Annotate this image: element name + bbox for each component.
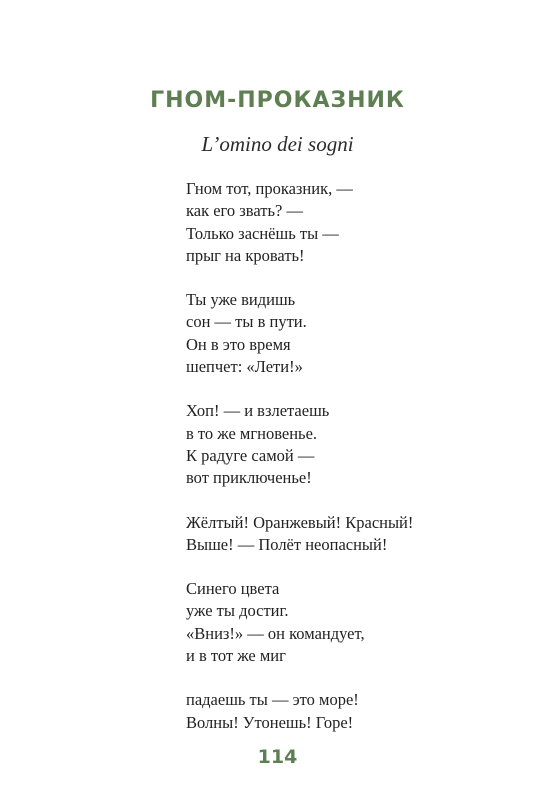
poem-body: [186, 178, 526, 756]
poem-line: вот приключенье!: [186, 468, 312, 488]
stanza: [186, 178, 526, 267]
stanza: [186, 689, 526, 734]
poem-line: Хоп! — и взлетаешь: [186, 401, 330, 421]
poem-line: К радуге самой —: [186, 445, 315, 465]
poem-line: в то же мгновенье.: [186, 423, 318, 443]
stanza: [186, 400, 526, 489]
stanza: [186, 289, 526, 378]
poem-title: ГНОМ-ПРОКАЗНИК: [150, 88, 405, 113]
poem-line: прыг на кровать!: [186, 245, 305, 265]
poem-line: Выше! — Полёт неопасный!: [186, 534, 388, 554]
poem-line: Ты уже видишь: [186, 290, 296, 310]
poem-line: сон — ты в пути.: [186, 312, 307, 332]
poem-line: Синего цвета: [186, 579, 280, 599]
page-number: 114: [257, 746, 298, 768]
poem-line: уже ты достиг.: [186, 601, 289, 621]
poem-line: и в тот же миг: [186, 646, 286, 666]
stanza: [186, 578, 526, 667]
poem-subtitle: L’omino dei sogni: [201, 132, 354, 156]
poem-line: «Вниз!» — он командует,: [186, 623, 365, 643]
poem-line: Волны! Утонешь! Горе!: [186, 712, 354, 732]
poem-line: Жёлтый! Оранжевый! Красный!: [186, 512, 414, 532]
poem-line: шепчет: «Лети!»: [186, 357, 303, 377]
poem-line: Он в это время: [186, 334, 291, 354]
poem-line: Гном тот, проказник, —: [186, 179, 353, 198]
poem-line: падаешь ты — это море!: [186, 690, 359, 710]
stanza: [186, 512, 526, 557]
poem-line: Только заснёшь ты —: [186, 223, 339, 243]
poem-line: как его звать? —: [186, 201, 303, 221]
